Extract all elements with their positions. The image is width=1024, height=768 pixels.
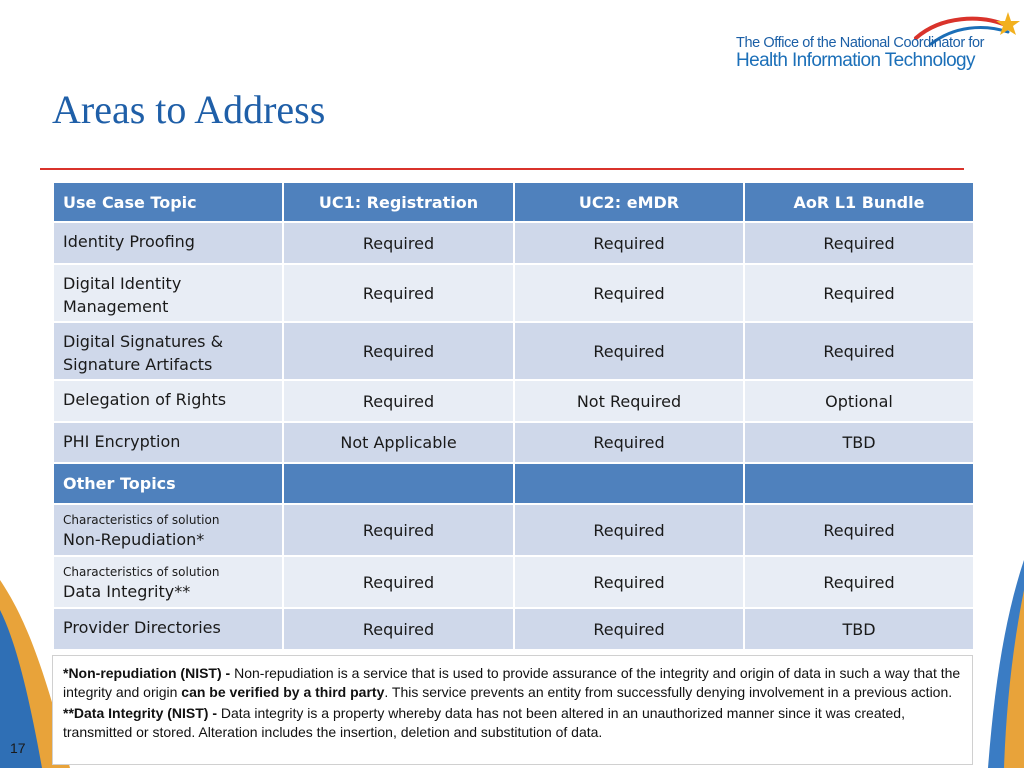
value-cell: Required <box>744 504 974 556</box>
other-topics-header-row <box>53 463 974 504</box>
value-cell: Required <box>283 504 514 556</box>
table-row <box>53 322 974 380</box>
value-cell: Required <box>514 322 744 380</box>
value-cell: Not Applicable <box>283 422 514 463</box>
slide-title: Areas to Address <box>52 87 326 132</box>
value-cell: Required <box>283 264 514 322</box>
title-divider <box>40 168 964 170</box>
note-text: Non-repudiation is a service that is used to provide assurance of the integrity and origin of data in such a way that the integrity and origin <box>63 665 961 700</box>
note-emphasis: can be verified by a third party <box>181 684 385 700</box>
table-row <box>53 556 974 608</box>
value-cell: Required <box>283 556 514 608</box>
logo-office-text: The Office of the National Coordinator for <box>736 35 985 51</box>
definitions-box <box>52 655 973 765</box>
topic-label: Data Integrity** <box>63 582 191 601</box>
topic-cell <box>53 556 283 608</box>
header-other-topics: Other Topics <box>53 463 283 504</box>
value-cell: Required <box>514 222 744 264</box>
table-row <box>53 422 974 463</box>
page-number: 17 <box>10 740 26 756</box>
value-cell: Required <box>514 422 744 463</box>
value-cell: Required <box>283 380 514 422</box>
value-cell: Required <box>283 608 514 650</box>
topic-cell: Identity Proofing <box>53 222 283 264</box>
value-cell: TBD <box>744 422 974 463</box>
value-cell: Required <box>744 322 974 380</box>
value-cell: Required <box>744 222 974 264</box>
topic-cell: Delegation of Rights <box>53 380 283 422</box>
table-row <box>53 504 974 556</box>
logo-hit-text: Health Information Technology <box>736 50 975 71</box>
value-cell: Required <box>514 264 744 322</box>
value-cell: Required <box>514 608 744 650</box>
topic-cell: Digital Identity Management <box>53 264 283 322</box>
value-cell: TBD <box>744 608 974 650</box>
onc-logo <box>736 8 1024 74</box>
table-row <box>53 222 974 264</box>
note-text: . This service prevents an entity from successfully denying involvement in a previous action. <box>384 684 953 700</box>
header-uc2: UC2: eMDR <box>514 182 744 222</box>
value-cell: Required <box>744 264 974 322</box>
value-cell: Required <box>514 556 744 608</box>
value-cell: Not Required <box>514 380 744 422</box>
note-label: **Data Integrity (NIST) - <box>63 705 221 721</box>
areas-table <box>52 181 975 651</box>
table-header-row <box>53 182 974 222</box>
header-empty-cell <box>283 463 514 504</box>
header-empty-cell <box>744 463 974 504</box>
value-cell: Required <box>514 504 744 556</box>
header-aor: AoR L1 Bundle <box>744 182 974 222</box>
table-row <box>53 380 974 422</box>
topic-cell <box>53 504 283 556</box>
table-row <box>53 608 974 650</box>
note-non-repudiation <box>63 664 962 702</box>
note-data-integrity <box>63 704 962 742</box>
topic-cell: PHI Encryption <box>53 422 283 463</box>
value-cell: Required <box>283 322 514 380</box>
note-text: Data integrity is a property whereby data has not been altered in an unauthorized manner since it was created, transmitted or stored. Alteration includes the insertion, deletion and substitution of data. <box>63 705 905 740</box>
header-empty-cell <box>514 463 744 504</box>
header-uc1: UC1: Registration <box>283 182 514 222</box>
table-row <box>53 264 974 322</box>
topic-subtitle: Characteristics of solution <box>63 513 220 527</box>
topic-label: Non-Repudiation* <box>63 530 205 549</box>
topic-cell: Digital Signatures & Signature Artifacts <box>53 322 283 380</box>
header-use-case-topic: Use Case Topic <box>53 182 283 222</box>
note-label: *Non-repudiation (NIST) - <box>63 665 235 681</box>
value-cell: Optional <box>744 380 974 422</box>
topic-cell: Provider Directories <box>53 608 283 650</box>
value-cell: Required <box>283 222 514 264</box>
topic-subtitle: Characteristics of solution <box>63 565 220 579</box>
value-cell: Required <box>744 556 974 608</box>
